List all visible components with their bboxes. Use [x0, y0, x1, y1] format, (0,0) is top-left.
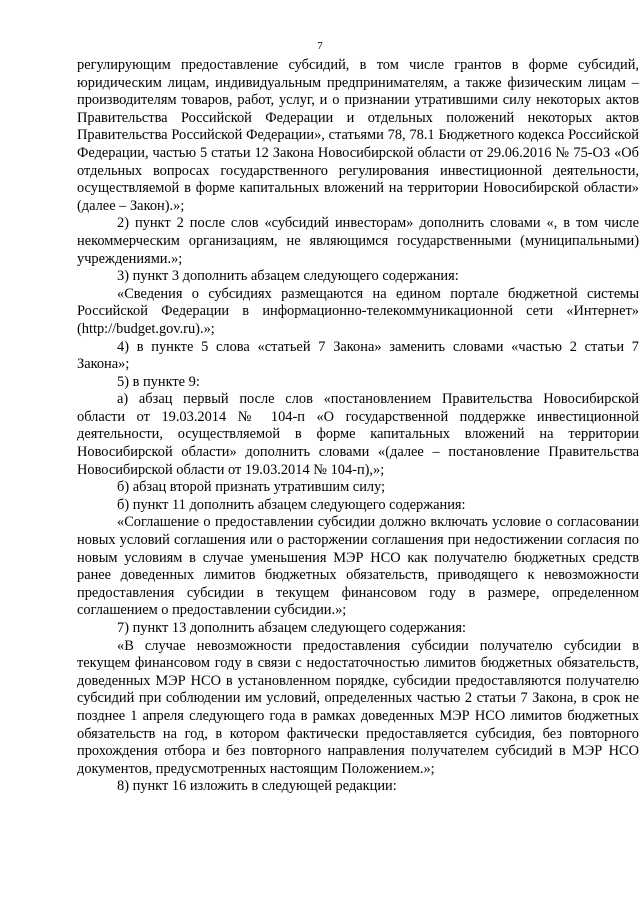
- paragraph-item-5: 5) в пункте 9:: [117, 373, 200, 390]
- paragraph-item-2: 2) пункт 2 после слов «субсидий инвесторам» дополнить словами «, в том числе некоммерческим организациям, не являющимся государственными (муниципальными) учреждениями.»;: [77, 215, 639, 267]
- paragraph-continuation: регулирующим предоставление субсидий, в том числе грантов в форме субсидий, юридическим лицам, индивидуальным предпринимателям, а также физическим лицам – производителям товаров, работ, услуг, и о признании утратившими силу некоторых актов Правительства Российской Федерации и отдельных положений некоторых актов Правительства Российской Федерации», статьями 78, 78.1 Бюджетного кодекса Российской Федерации, частью 5 статьи 12 Закона Новосибирской области от 29.06.2016 № 75-ОЗ «Об отдельных вопросах государственного регулирования инвестиционной деятельности, осуществляемой в форме капитальных вложений на территории Новосибирской области» (далее – Закон).»;: [77, 57, 639, 214]
- paragraph-item-4: 4) в пункте 5 слова «статьей 7 Закона» заменить словами «частью 2 статьи 7 Закона»;: [77, 338, 639, 373]
- page-number: 7: [317, 40, 323, 52]
- paragraph-item-7: 7) пункт 13 дополнить абзацем следующего содержания:: [117, 620, 466, 636]
- paragraph-item-5a: а) абзац первый после слов «постановлением Правительства Новосибирской области от 19.03.2014 № 104-п «О государственной поддержке инвестиционной деятельности, осуществляемой в форме капитальных вложений на территории Новосибирской области» дополнить словами «(далее – постановление Правительства Новосибирской области от 19.03.2014 № 104-п),»;: [77, 391, 639, 478]
- paragraph-item-6: б) пункт 11 дополнить абзацем следующего содержания:: [117, 496, 466, 513]
- paragraph-item-8: 8) пункт 16 изложить в следующей редакции:: [117, 778, 397, 795]
- document-body: [77, 57, 639, 796]
- paragraph-item-3-text: «Сведения о субсидиях размещаются на едином портале бюджетной системы Российской Федерации в информационно-телекоммуникационной сети «Интернет» (http://budget.gov.ru).»;: [77, 285, 639, 337]
- paragraph-item-7-text: «В случае невозможности предоставления субсидии получателю субсидии в текущем финансовом году в связи с недостаточностью лимитов бюджетных обязательств, доведенных МЭР НСО в установленном порядке, субсидии предоставляются получателю субсидий при соблюдении им условий, определенных частью 2 статьи 7 Закона, в срок не позднее 1 апреля следующего года в рамках доведенных МЭР НСО лимитов бюджетных обязательств на год, в котором фактически предоставляется субсидия, без повторного прохождения отбора и без повторного направления получателем субсидий в МЭР НСО документов, предусмотренных настоящим Положением.»;: [77, 637, 639, 777]
- paragraph-item-5b: б) абзац второй признать утратившим силу;: [117, 479, 386, 496]
- paragraph-item-3: 3) пункт 3 дополнить абзацем следующего содержания:: [117, 268, 459, 285]
- paragraph-item-6-text: «Соглашение о предоставлении субсидии должно включать условие о согласовании новых условий соглашения или о расторжении соглашения при недостижении согласия по новым условиям в случае уменьшения МЭР НСО как получателю бюджетных средств ранее доведенных лимитов бюджетных обязательств, приводящего к невозможности предоставления субсидии в текущем финансовом году в размере, определенном соглашением о предоставлении субсидии.»;: [77, 514, 639, 619]
